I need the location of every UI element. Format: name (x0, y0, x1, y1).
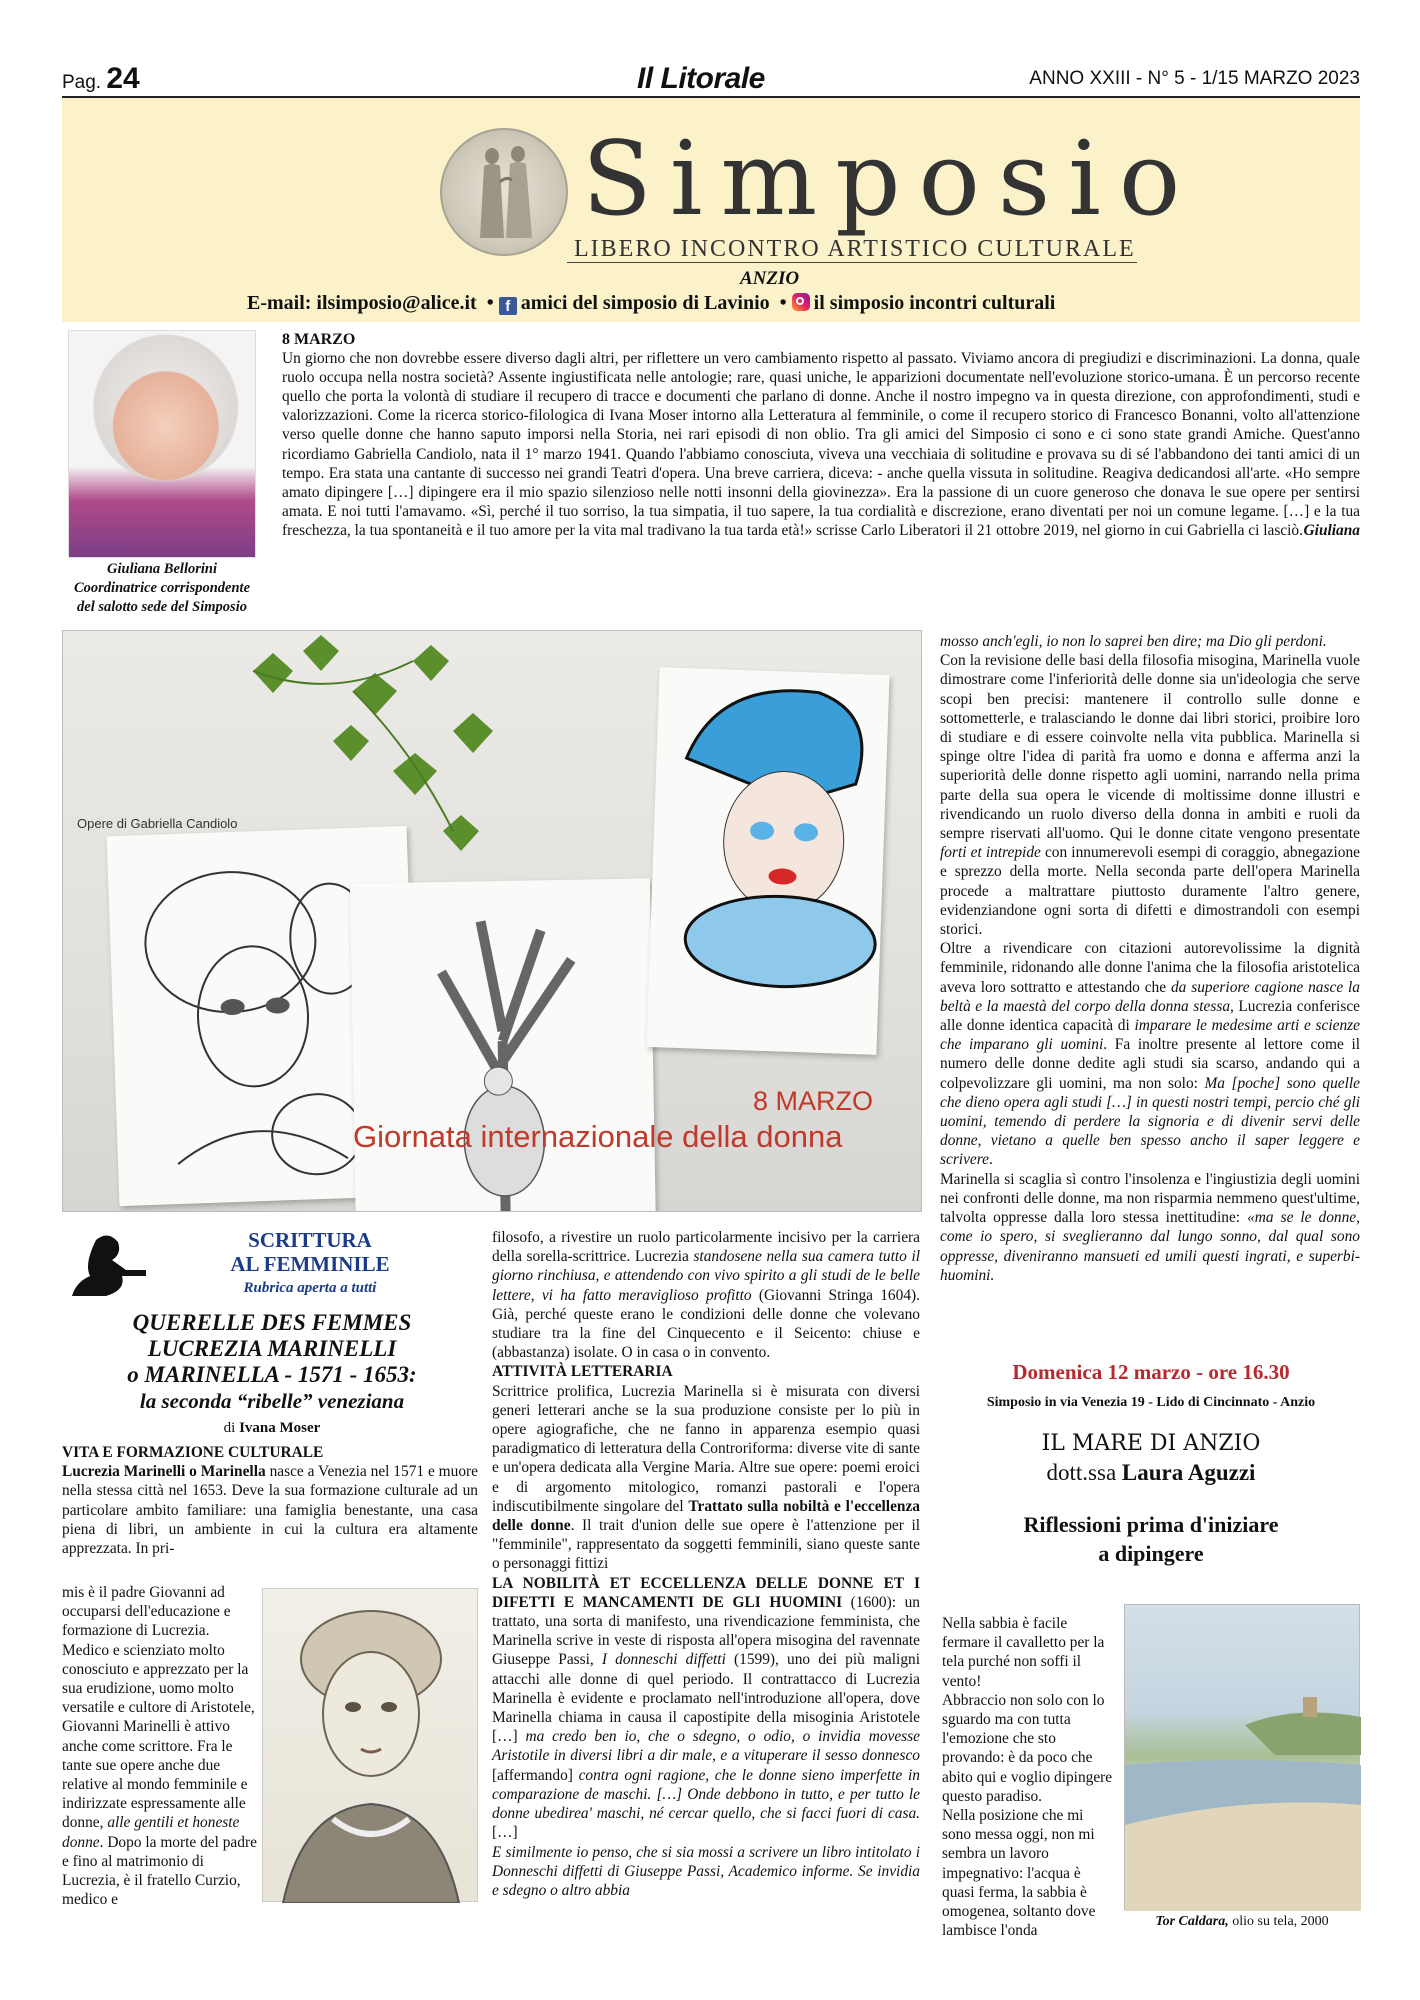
article-col1-wrap: mis è il padre Giovanni ad occuparsi dell'educazione e formazione di Lucrezia. Medico e scienziato molto conosciuto e apprezzato per la sua erudizione, uomo molto versatile e cultore di Aristotele, Giovanni Marinelli è attivo anche come scrittore. Fra le tante sue opere anche due relative al mondo femminile e indirizzate espressamente alle donne, alle gentili et honeste donne. Dopo la morte del padre e fino al matrimonio di Lucrezia, è il fratello Curzio, medico e (62, 1584, 257, 1909)
event-date: Domenica 12 marzo - ore 16.30 (1012, 1360, 1290, 1384)
artwork-clown-woman (646, 667, 889, 1055)
intro-heading: 8 MARZO (282, 331, 356, 348)
simposio-logo-icon (440, 128, 568, 256)
section-heading: ATTIVITÀ LETTERARIA (492, 1363, 673, 1381)
masthead (62, 98, 1360, 322)
photo-caption-title: Giornata internazionale della donna (353, 1119, 843, 1154)
intro-body: Un giorno che non dovrebbe essere diverso dagli altri, per riflettere un vero cambiamento rispetto al passato. Viviamo ancora di pregiudizi e discriminazioni. La donna, quale ruolo occupa nella nostra società? Assente ingiustificata nelle antologie; rare, quasi uniche, le apparizioni documentate nell'evoluzione storico-umana. È un percorso recente quello che porta la volontà di studiare il recupero di tracce e documenti che parlano di donne. Anche il nostro impegno va in questa direzione, con approfondimenti, studi e valorizzazioni. Come la ricerca storico-filologica di Ivana Moser intorno alla Letteratura al femminile, o come il recupero storico di Francesco Bonanni, volto all'attenzione verso quelle donne che hanno saputo imporsi nella Storia, nei rari episodi di non oblio. Tra gli amici del Simposio ci sono e ci sono state grandi Amiche. Quest'anno ricordiamo Gabriella Candiolo, nata il 1° marzo 1941. Quando l'abbiamo conosciuta, viveva una vecchiaia di solitudine e provava su di sé l'abbandono dei tanti amici di un tempo. Era stata una cantante di successo nei grandi Teatri d'opera. Una breve carriera, diceva: - anche quella vissuta in solitudine. Reagiva dedicandosi all'arte. «Ho sempre amato dipingere […] dipingere era il mio spazio silenzioso nelle notti insonni della giovinezza». Era la passione di un cuore generoso che donava le sue opere per sentirsi amata. E noi tutti l'amavamo. «Sì, perché il tuo sorriso, la tua simpatia, il tuo sapere, la tua cordialità e discrezione, erano diventati per noi un comune legame. […] e la tua freschezza, la tua spontaneità e il tuo amore per la vita mal tradivano la tua tarda età!» scrisse Carlo Liberatori il 21 ottobre 2019, nel giorno in cui Gabriella ci lasciò. Giuliana (282, 350, 1360, 539)
painting-caption: Tor Caldara, olio su tela, 2000 (1155, 1914, 1329, 1929)
portrait-caption: Giuliana Bellorini Coordinatrice corrispondente del salotto sede del Simposio (73, 561, 251, 615)
event-announcement (942, 1360, 1360, 1568)
intro-signature: Giuliana (1303, 521, 1360, 539)
masthead-subtitle: LIBERO INCONTRO ARTISTICO CULTURALE (574, 236, 1136, 262)
masthead-rule (567, 262, 1137, 263)
newspaper-name: Il Litorale (637, 62, 765, 95)
photo-credit: Opere di Gabriella Candiolo (77, 816, 238, 831)
instagram-icon (792, 293, 810, 311)
facebook-link[interactable]: amici del simposio di Lavinio (520, 292, 770, 314)
lucrezia-portrait-engraving (262, 1588, 478, 1902)
ivy-leaves-icon (213, 631, 513, 931)
masthead-title: Simposio (582, 120, 1199, 239)
artworks-photo (62, 630, 922, 1212)
article-col1-top: VITA E FORMAZIONE CULTURALE Lucrezia Marinelli o Marinella nasce a Venezia nel 1571 e muore nella stessa città nel 1653. Deve la sua formazione culturale ad un particolare ambito familiare: una famiglia benestante, una casa piena di libri, un ambiente in cui la cultura era altamente apprezzata. In pri- (62, 1444, 478, 1558)
intro-article (282, 330, 1360, 540)
facebook-icon: f (499, 297, 517, 315)
painting-tor-caldara (1124, 1604, 1360, 1910)
section-heading: VITA E FORMAZIONE CULTURALE (62, 1444, 324, 1461)
page-number: Pag. 24 (62, 62, 140, 95)
event-location: Simposio in via Venezia 19 - Lido di Cincinnato - Anzio (986, 1395, 1316, 1410)
article-continuation: mosso anch'egli, io non lo saprei ben dire; ma Dio gli perdoni. Con la revisione delle basi della filosofia misogina, Marinella vuole dimostrare come l'inferiorità delle donne sia un'ideologia che serve scopi ben precisi: mantenere il controllo sulle donne e sottometterle, e tralasciando le donne dai libri storici, proibire loro di studiare e di essere coinvolte nella vita pubblica. Marinella si spinge oltre l'idea di parità fra uomo e donna e afferma anzi la superiorità delle donne rispetto agli uomini, narrando nella prima parte della sua opera le vicende di moltissime donne illustri e rivendicando un ruolo diverso della donna in ambiti e ruoli da sempre riservati all'uomo. Qui le donne citate vengono presentate forti et intrepide con innumerevoli esempi di coraggio, abnegazione e sprezzo della morte. Nella seconda parte dell'opera Marinella procede a maltrattare piuttosto duramente l'altro genere, evidenziandone ogni sorta di difetti e dimostrandoli con esempi storici. Oltre a rivendicare con citazioni autorevolissime la dignità femminile, ridonando alle donne l'anima che la filosofia aristotelica aveva loro sottratto e attestando che da superiore cagione nasce la beltà e la maestà del corpo della donna stessa, Lucrezia conferisce alle donne identica capacità di imparare le medesime arti e scienze che imparano gli uomini. Fa inoltre presente al lettore come il numero delle donne dedite agli studi sia scarso, andando qui a colpevolizzare gli uomini, ma non solo: Ma [poche] sono quelle che dieno opera agli studi […] in questi nostri tempi, percio ché gli uomini, temendo di perdere la signoria e di divenir servi delle donne, vietano a quelle ben spesso ancho il saper leggere e scrivere. Marinella si scaglia sì contro l'insolenza e l'ingiustizia degli uomini nei confronti delle donne, ma non risparmia nemmeno quest'ultime, talvolta oppresse dalla loro stessa inettitudine: «ma se le donne, come io spero, si sveglieranno dal lungo sonno, dal qual sono oppresse, diveniranno mansueti ed umili questi ingrati, e superbi-huomini. (940, 633, 1361, 1284)
classical-figures-icon (472, 142, 538, 246)
issue-info: ANNO XXIII - N° 5 - 1/15 MARZO 2023 (1029, 68, 1360, 89)
instagram-link[interactable]: il simposio incontri culturali (813, 292, 1056, 314)
article-title: QUERELLE DES FEMMES LUCREZIA MARINELLI o MARINELLA - 1571 - 1653: la seconda “ribelle” veneziana (127, 1310, 417, 1413)
event-author: dott.ssa Laura Aguzzi (1046, 1460, 1256, 1485)
masthead-place: ANZIO (740, 268, 800, 289)
rubric-title: SCRITTURA AL FEMMINILE (230, 1228, 390, 1276)
contacts-line: E-mail: ilsimposio@alice.it • f amici del simposio di Lavinio • il simposio incontri culturali (247, 292, 1056, 315)
photo-caption-date: 8 MARZO (753, 1086, 874, 1116)
rubric-subtitle: Rubrica aperta a tutti (243, 1280, 377, 1296)
page-header (62, 62, 1360, 94)
article-byline: di Ivana Moser (223, 1420, 321, 1436)
event-title: IL MARE DI ANZIO (1041, 1431, 1261, 1456)
article-col2: filosofo, a rivestire un ruolo particolarmente incisivo per la carriera della sorella-scrittrice. Lucrezia standosene nella sua camera tutto il giorno rinchiusa, e attendendo con vivo spirito a gli studi de le belle lettere, vi ha fatto meraviglioso profitto (Giovanni Stringa 1604). Già, perché queste erano le condizioni delle donne che volevano studiare tra la fine del Cinquecento e il Seicento: chiuse e (abbastanza) isolate. O in casa o in convento. ATTIVITÀ LETTERARIA Scrittrice prolifica, Lucrezia Marinella si è misurata con diversi generi letterari anche se la sua produzione consiste per lo più in opere agiografiche, che ne fanno in apparenza esempio quasi paradigmatico di letteratura della Controriforma: diverse vite di sante e un'opera dedicata alla Vergine Maria. Altre sue opere: poemi eroici e di argomento mitologico, romanzi pastorali e l'opera indiscutibilmente singolare del Trattato sulla nobiltà e l'eccellenza delle donne. Il trait d'union delle sue opere è l'attenzione per il "femminile", rappresentato da soggetti femminili, siano queste sante o personaggi fittizi LA NOBILITÀ ET ECCELLENZA DELLE DONNE ET I DIFETTI E MANCAMENTI DE GLI HUOMINI (1600): un trattato, una sorta di manifesto, una rivendicazione femminista, che Marinella scrive in veste di risposta all'opera misogina del ravennate Giuseppe Passi, I donneschi diffetti (1599), uno dei più maligni attacchi alle donne di quel periodo. Il contrattacco di Lucrezia Marinella è evidente e proclamato nell'introduzione all'opera, dove Marinella chiama in causa il capostipite della misoginia Aristotele […] ma credo ben io, che o sdegno, o odio, o invidia movesse Aristotile in diversi libri a dir male, e a vituperare il sesso donnesco [affermando] contra ogni ragione, che le donne sieno imperfette in comparazione de maschi. […] Onde debbono in tutto, e per tutto le donne ubedirea' maschi, né cercar quello, che si facci fuori di casa. […] E similmente io penso, che si sia mossi a scrivere un libro intitolato i Donneschi diffetti di Giuseppe Passi, Academico informe. Se invidia e sdegno o altro abbia (492, 1229, 921, 1899)
portrait-photo (68, 330, 256, 558)
writer-silhouette-icon (66, 1230, 156, 1302)
event-text: Nella sabbia è facile fermare il cavalletto per la tela purché non soffi il vento! Abbraccio non solo con lo sguardo ma con tutta l'emozione che sto provando: è da poco che abito qui e voglio dipingere questo paradiso. Nella posizione che mi sono messa oggi, non mi sembra un lavoro impegnativo: l'acqua è quasi ferma, la sabbia è omogenea, soltanto dove lambisce l'onda (942, 1615, 1113, 1940)
event-heading: Riflessioni prima d'iniziare a dipingere (1023, 1512, 1279, 1566)
email-link[interactable]: E-mail: ilsimposio@alice.it (247, 292, 477, 314)
